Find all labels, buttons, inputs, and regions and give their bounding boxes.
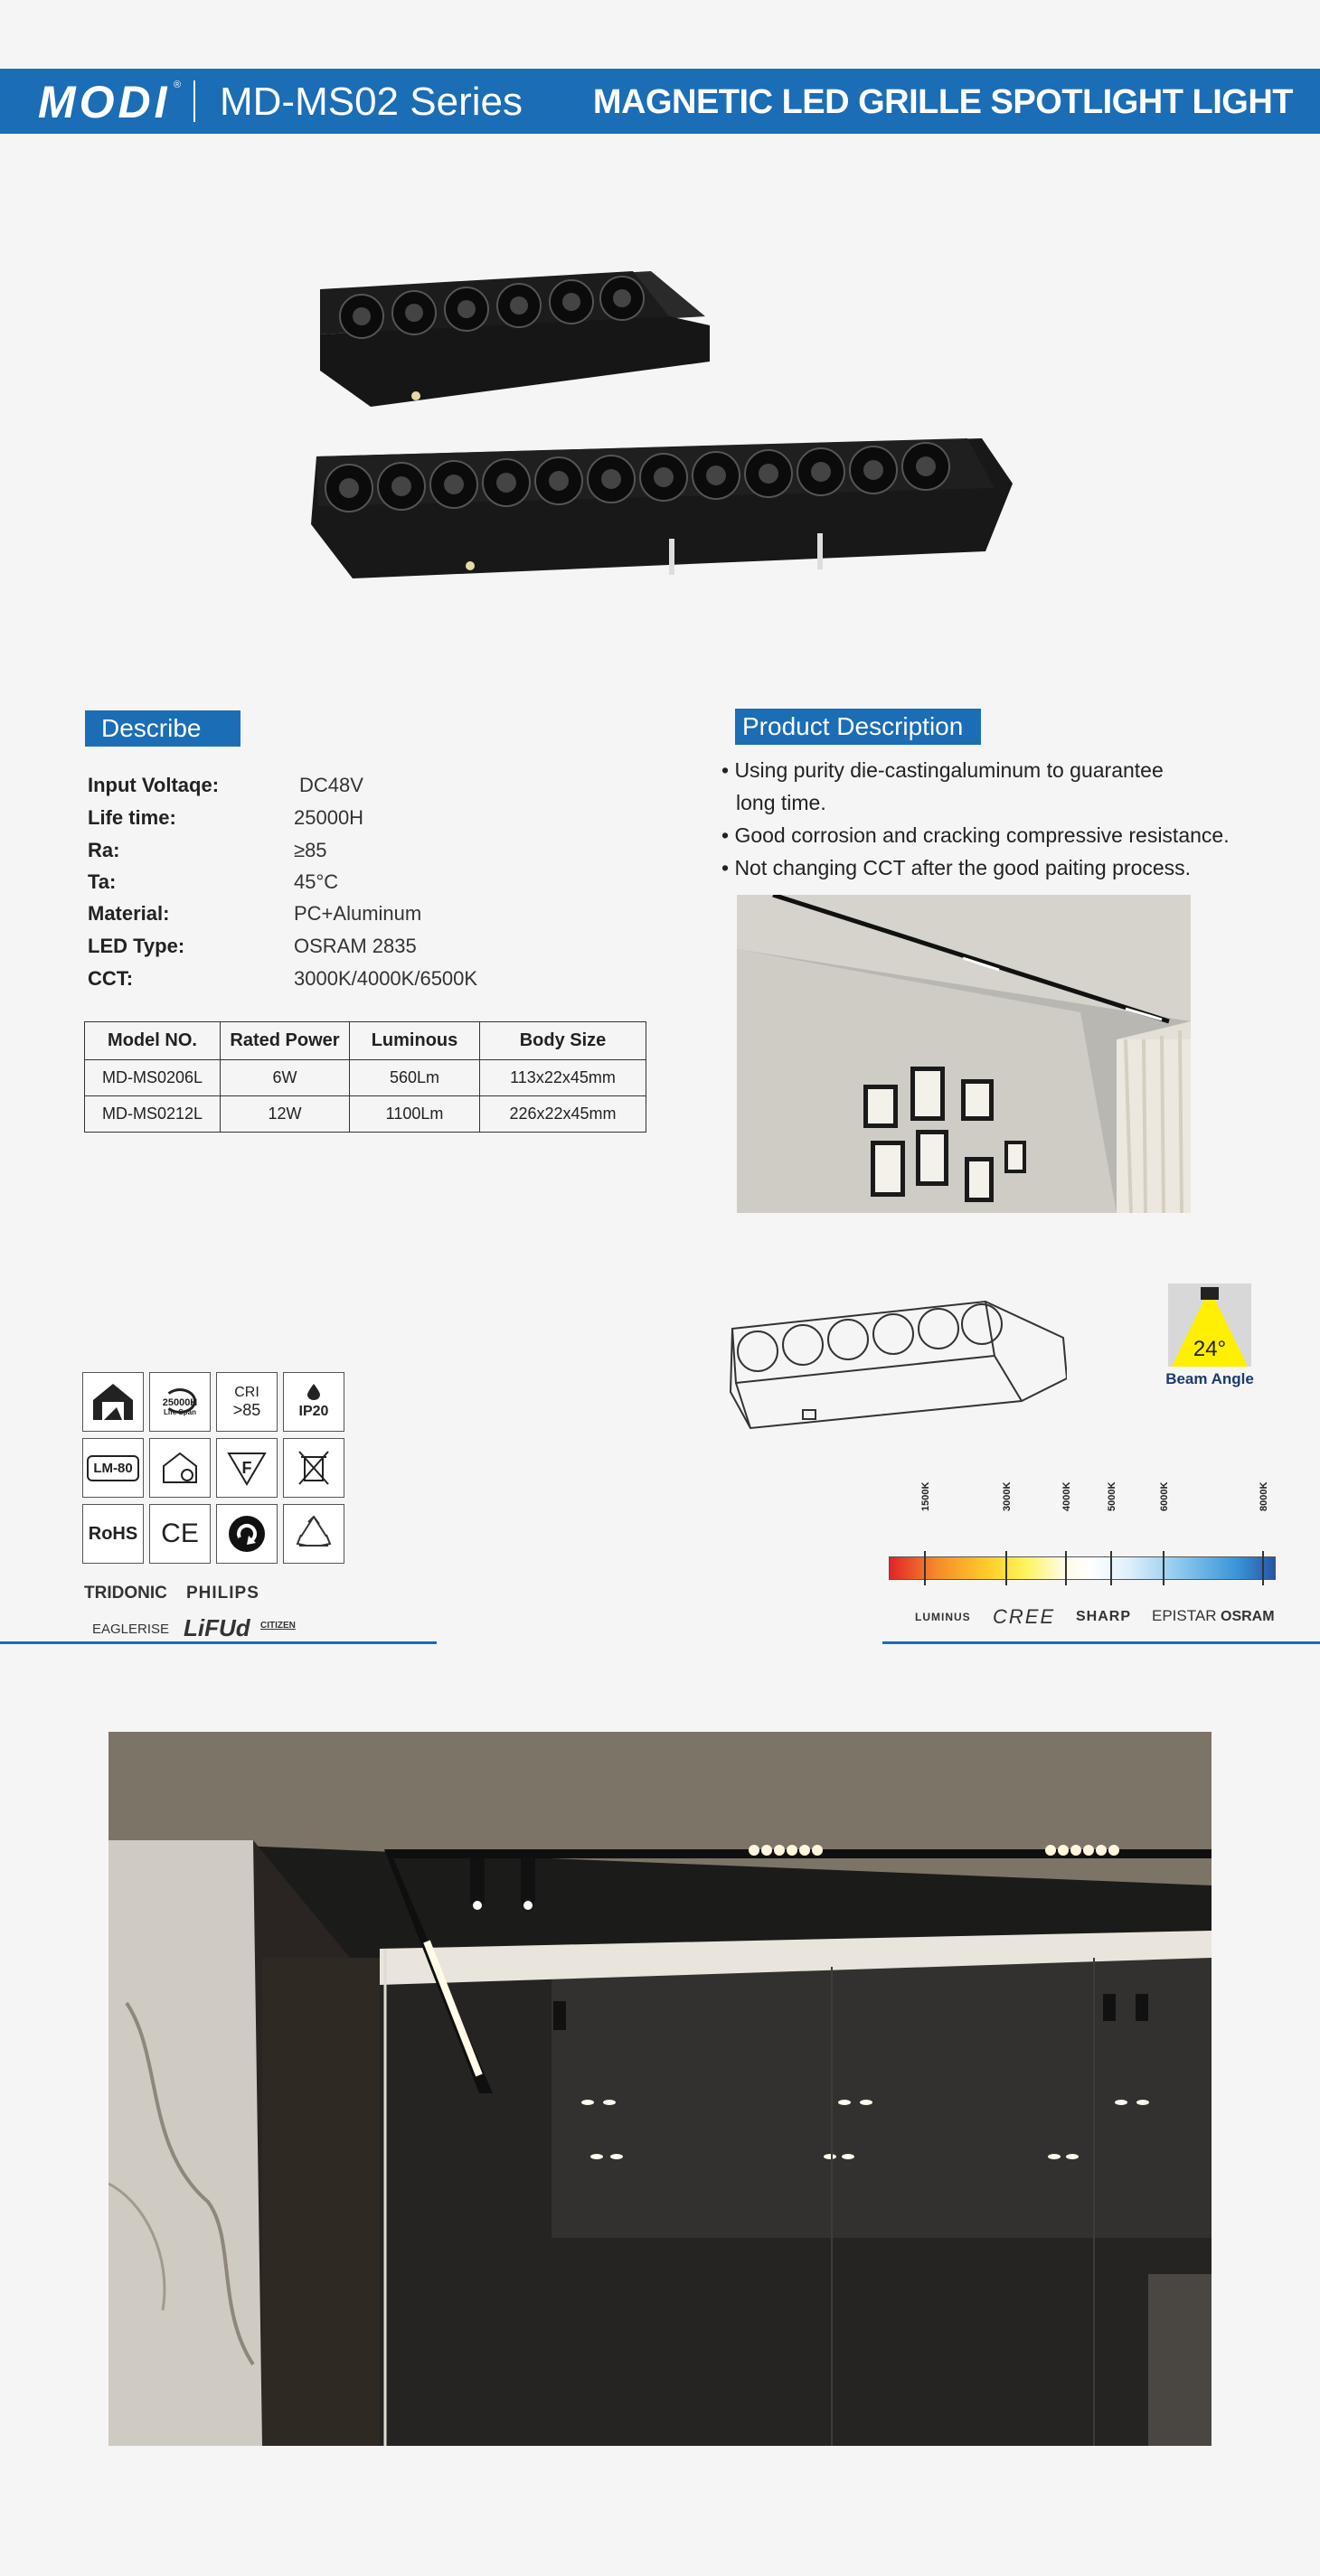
ce-icon [149,1504,211,1564]
brand-eaglerise: EAGLERISE [92,1622,170,1637]
series-title: MD-MS02 Series [220,80,523,124]
brand-epistar: EPISTAR [1152,1607,1217,1624]
rohs-icon [82,1504,144,1564]
room-photo [737,895,1191,1213]
product-description-tag: Product Description [735,709,981,745]
cct-label: 1500K [920,1481,931,1511]
spec-value: 45°C [294,870,339,893]
indoor-use-icon [82,1372,144,1432]
spec-label: Life time: [88,806,176,829]
cct-tick [1163,1551,1164,1585]
cct-tick [1065,1551,1067,1585]
model-table [84,1021,646,1133]
fixture-12-lens [311,438,1013,578]
cct-label: 5000K [1107,1481,1117,1511]
brand-cree: CREE [993,1605,1056,1628]
table-row [85,1060,646,1096]
cct-color-bar [889,1556,1276,1580]
brand-citizen: CITIZEN [260,1621,296,1631]
lifespan-icon [149,1372,211,1432]
cct-tick [1262,1551,1264,1585]
table-cell: 6W [221,1060,350,1096]
describe-tag: Describe [85,710,240,747]
spec-label: Ra: [88,839,120,861]
brand-osram: OSRAM [1221,1609,1275,1624]
table-header-row [85,1022,646,1060]
recycle-arrow-icon [216,1504,278,1564]
ip-rating-value: IP20 [298,1404,329,1419]
lifespan-caption: Life Span [163,1407,196,1416]
spec-label: LED Type: [88,935,185,957]
spec-value: 3000K/4000K/6500K [294,967,478,990]
header-divider [193,80,195,122]
svg-text:F: F [241,1459,252,1477]
spec-label: Ta: [88,870,117,893]
brand-lifud: LiFUd [184,1614,250,1641]
brand-tridonic: TRIDONIC [84,1584,167,1603]
spec-value: OSRAM 2835 [294,935,417,957]
description-bullet: • Good corrosion and cracking compressive resistance. [721,823,1230,847]
left-section-rule [0,1641,437,1644]
f-mark-icon [216,1438,278,1498]
spec-value: DC48V [299,774,363,796]
house-icon [149,1438,211,1498]
header-banner [0,69,1320,134]
column-header: Body Size [480,1022,646,1060]
weee-bin-icon [283,1438,344,1498]
spec-value: 25000H [294,806,364,829]
spec-label: CCT: [88,967,134,990]
cct-tick [1005,1551,1007,1585]
beam-angle-value: 24° [1193,1337,1227,1361]
brand-logo: MODI [38,77,171,127]
spec-value: PC+Aluminum [294,902,422,925]
table-row [85,1096,646,1133]
cct-label: 6000K [1159,1481,1170,1511]
beam-cone-icon [1168,1283,1251,1367]
registered-mark: ® [174,80,182,90]
lm80-icon [82,1438,144,1498]
recycle-icon [283,1504,344,1564]
lm80-label: LM-80 [87,1455,138,1481]
description-bullet: • Using purity die-castingaluminum to guarantee [721,758,1164,782]
table-cell: MD-MS0206L [85,1060,221,1096]
cct-label: 3000K [1002,1481,1013,1511]
table-cell: MD-MS0212L [85,1096,221,1133]
ce-label: CE [161,1518,199,1548]
table-cell: 12W [221,1096,350,1133]
cct-tick [1110,1551,1112,1585]
description-bullet: long time. [736,791,826,814]
rohs-label: RoHS [88,1523,138,1544]
table-cell: 226x22x45mm [480,1096,646,1133]
table-cell: 1100Lm [350,1096,480,1133]
cct-label: 4000K [1061,1481,1072,1511]
lifespan-value: 25000H [162,1396,198,1408]
right-section-rule [882,1641,1320,1644]
table-cell: 113x22x45mm [480,1060,646,1096]
column-header: Model NO. [85,1022,221,1060]
column-header: Luminous [350,1022,480,1060]
cct-tick [924,1551,926,1585]
column-header: Rated Power [221,1022,350,1060]
brand-sharp: SHARP [1076,1609,1132,1624]
water-drop-icon [307,1384,320,1400]
ip-rating-icon [283,1372,344,1432]
product-headline: MAGNETIC LED GRILLE SPOTLIGHT LIGHT [592,83,1293,121]
spec-label: Material: [88,902,170,925]
spec-label: Input Voltaqe: [88,774,220,796]
product-image [298,262,1022,588]
fixture-6-lens [320,271,710,407]
cri-title: CRI [234,1384,259,1400]
beam-angle-label: Beam Angle [1165,1370,1254,1387]
cct-label: 8000K [1259,1481,1269,1511]
fixture-line-drawing [723,1293,1067,1437]
interior-photo [108,1732,1212,2446]
beam-angle-icon [1168,1283,1251,1367]
cri-icon [216,1372,278,1432]
brand-luminus: LUMINUS [915,1611,971,1623]
description-bullet: • Not changing CCT after the good paiting process. [721,856,1192,879]
brand-philips: PHILIPS [186,1584,259,1603]
spec-value: ≥85 [294,839,327,861]
cri-value: >85 [232,1400,261,1419]
table-cell: 560Lm [350,1060,480,1096]
